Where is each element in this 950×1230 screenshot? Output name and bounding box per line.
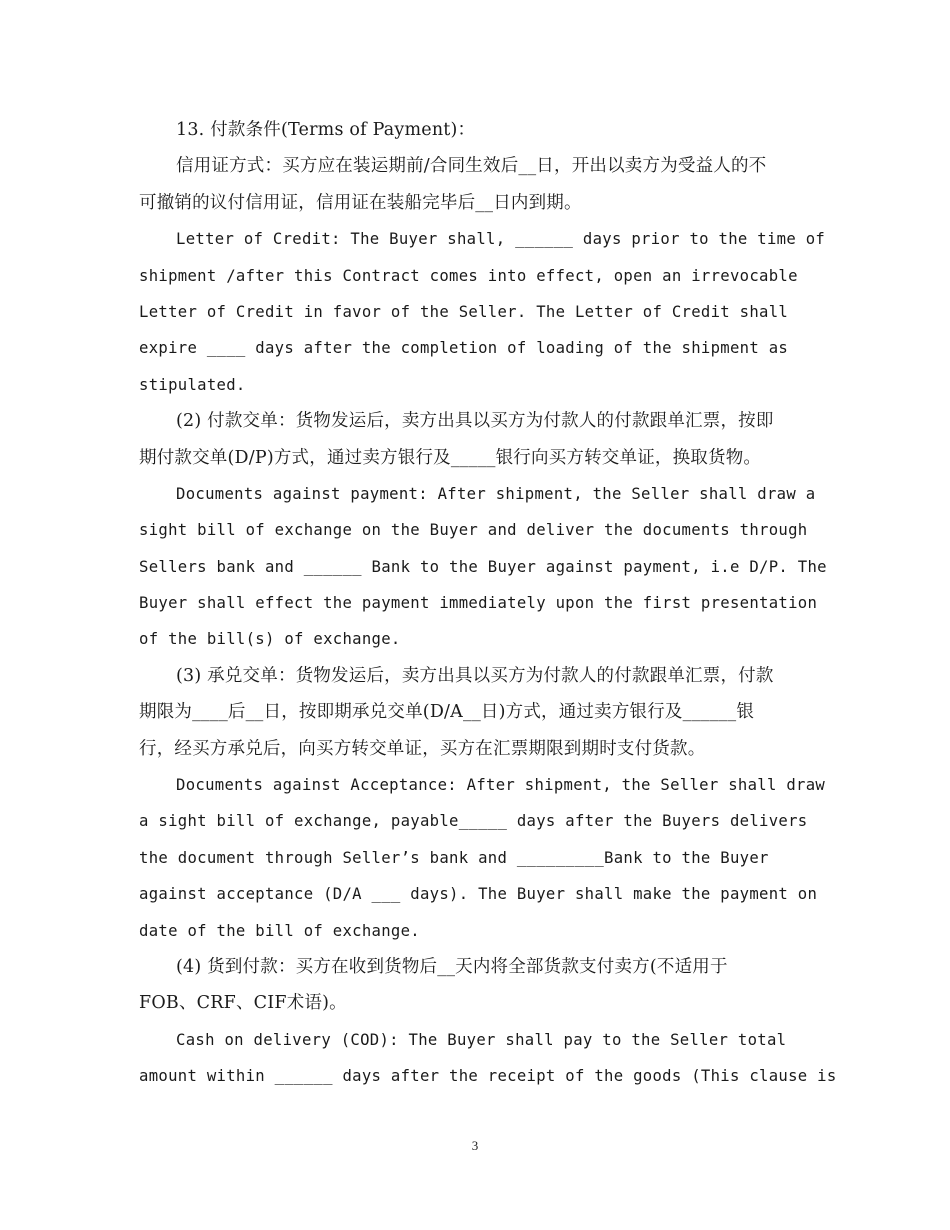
text-line: 期限为____后__日，按即期承兑交单(D/A__日)方式，通过卖方银行及______银	[139, 702, 755, 723]
text-line: 可撤销的议付信用证，信用证在装船完毕后__日内到期。	[139, 192, 582, 213]
text-line: Sellers bank and ______ Bank to the Buyer against payment, i.e D/P. The	[139, 557, 827, 576]
text-line: stipulated.	[139, 375, 246, 394]
text-line: of the bill(s) of exchange.	[139, 630, 401, 649]
text-line: 13. 付款条件(Terms of Payment)：	[176, 120, 476, 140]
text-line: Documents against payment: After shipment, the Seller shall draw a	[176, 484, 816, 503]
document-body	[139, 112, 837, 1095]
text-line: date of the bill of exchange.	[139, 921, 420, 940]
text-line: 行，经买方承兑后，向买方转交单证，买方在汇票期限到期时支付货款。	[139, 738, 706, 759]
text-line: the document through Seller’s bank and _________Bank to the Buyer	[139, 848, 769, 867]
text-line: Letter of Credit: The Buyer shall, ______ days prior to the time of	[176, 230, 826, 249]
text-line: shipment /after this Contract comes into effect, open an irrevocable	[139, 266, 798, 285]
page-number: 3	[471, 1138, 479, 1153]
text-line: sight bill of exchange on the Buyer and deliver the documents through	[139, 521, 808, 540]
text-line: 信用证方式：买方应在装运期前/合同生效后__日，开出以卖方为受益人的不	[176, 156, 767, 177]
text-line: Letter of Credit in favor of the Seller. The Letter of Credit shall	[139, 302, 789, 321]
text-line: (4) 货到付款：买方在收到货物后__天内将全部货款支付卖方(不适用于	[176, 956, 728, 977]
text-line: amount within ______ days after the receipt of the goods (This clause is	[139, 1067, 837, 1086]
text-line: Documents against Acceptance: After shipment, the Seller shall draw	[176, 776, 826, 795]
text-line: a sight bill of exchange, payable_____ days after the Buyers delivers	[139, 812, 808, 831]
text-line: (3) 承兑交单：货物发运后，卖方出具以买方为付款人的付款跟单汇票，付款	[176, 665, 774, 686]
text-line: Buyer shall effect the payment immediately upon the first presentation	[139, 594, 818, 613]
text-line: 期付款交单(D/P)方式，通过卖方银行及_____银行向买方转交单证，换取货物。	[139, 447, 762, 468]
text-line: Cash on delivery (COD): The Buyer shall pay to the Seller total	[176, 1030, 787, 1049]
text-line: against acceptance (D/A ___ days). The Buyer shall make the payment on	[139, 885, 818, 904]
text-line: expire ____ days after the completion of loading of the shipment as	[139, 339, 789, 358]
text-line: FOB、CRF、CIF术语)。	[139, 993, 347, 1014]
text-line: (2) 付款交单：货物发运后，卖方出具以买方为付款人的付款跟单汇票，按即	[176, 411, 774, 432]
